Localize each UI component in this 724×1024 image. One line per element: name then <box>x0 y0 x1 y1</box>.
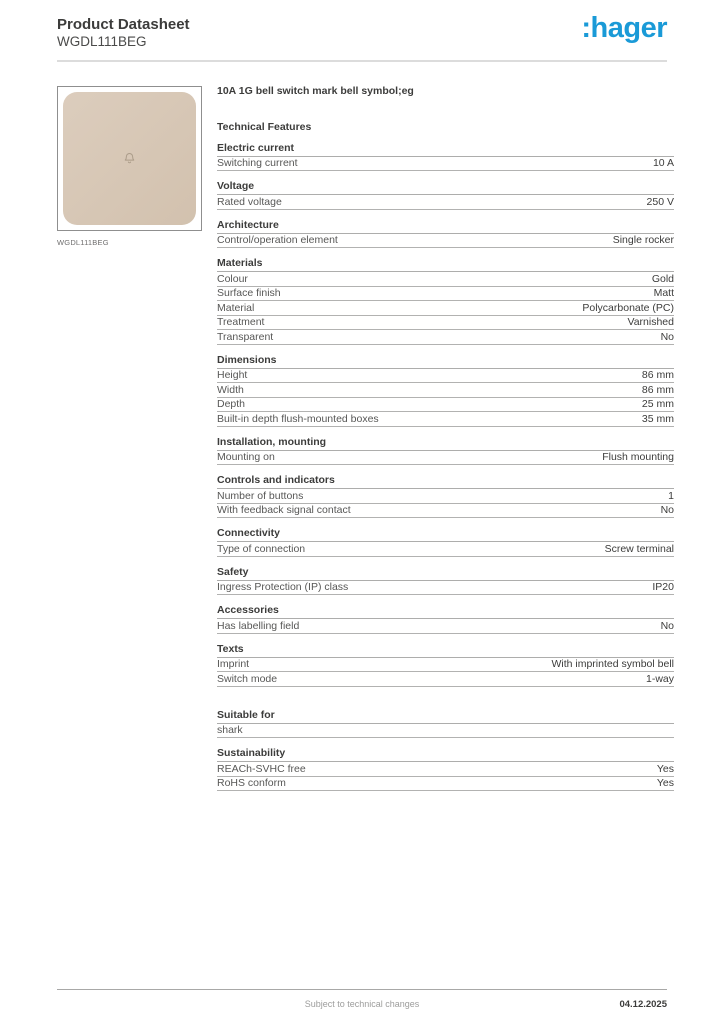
spec-value: 86 mm <box>641 369 674 382</box>
spec-value: No <box>660 330 674 343</box>
section-heading: Suitable for <box>217 709 674 724</box>
spec-label: Depth <box>217 398 246 411</box>
spec-row <box>217 504 674 519</box>
spec-label: Imprint <box>217 658 250 671</box>
spec-row <box>217 581 674 596</box>
spec-section <box>217 643 674 687</box>
spec-value: Screw terminal <box>604 542 674 555</box>
spec-row <box>217 195 674 210</box>
product-image-column <box>57 86 202 792</box>
spec-value: Single rocker <box>612 234 674 247</box>
spec-row <box>217 542 674 557</box>
spec-row <box>217 234 674 249</box>
spec-label: Transparent <box>217 330 274 343</box>
spec-row <box>217 724 674 739</box>
spec-label: Switching current <box>217 157 298 170</box>
section-heading: Sustainability <box>217 747 674 762</box>
section-heading: Connectivity <box>217 527 674 542</box>
spec-section <box>217 566 674 596</box>
header-divider <box>57 60 667 62</box>
footer-note: Subject to technical changes <box>304 999 420 1009</box>
spec-label: Treatment <box>217 316 265 329</box>
spec-column <box>217 86 674 792</box>
spec-row <box>217 369 674 384</box>
spec-label: Control/operation element <box>217 234 338 247</box>
spec-row <box>217 316 674 331</box>
spec-row <box>217 383 674 398</box>
section-heading: Texts <box>217 643 674 658</box>
spec-label: Type of connection <box>217 542 306 555</box>
section-heading: Accessories <box>217 604 674 619</box>
spec-section <box>217 604 674 634</box>
page-footer <box>57 989 667 1009</box>
spec-value: 10 A <box>652 157 674 170</box>
spec-sections <box>217 142 674 792</box>
spec-value: Gold <box>651 272 674 285</box>
spec-value: With imprinted symbol bell <box>551 658 674 671</box>
spec-value: No <box>660 504 674 517</box>
page-header <box>0 0 724 62</box>
product-image <box>57 86 202 231</box>
spec-row <box>217 272 674 287</box>
product-image-caption: WGDL111BEG <box>57 237 109 247</box>
spec-value: Varnished <box>627 316 674 329</box>
spec-section <box>217 257 674 345</box>
spec-section <box>217 354 674 427</box>
spec-label: With feedback signal contact <box>217 504 351 517</box>
page-title: Product Datasheet <box>57 16 190 33</box>
section-heading: Dimensions <box>217 354 674 369</box>
section-heading: Voltage <box>217 180 674 195</box>
spec-label: Ingress Protection (IP) class <box>217 581 349 594</box>
spec-label: Number of buttons <box>217 489 304 502</box>
spec-value: 1 <box>668 489 674 502</box>
section-heading: Architecture <box>217 219 674 234</box>
spec-value: 25 mm <box>641 398 674 411</box>
spec-row <box>217 301 674 316</box>
spec-label: shark <box>217 724 243 737</box>
content <box>57 86 674 792</box>
spec-row <box>217 762 674 777</box>
spec-section <box>217 142 674 172</box>
spec-row <box>217 412 674 427</box>
spec-label: REACh-SVHC free <box>217 762 306 775</box>
switch-face <box>63 92 196 225</box>
spec-row <box>217 330 674 345</box>
spec-label: Built-in depth flush-mounted boxes <box>217 412 379 425</box>
spec-label: Surface finish <box>217 287 281 300</box>
spec-section <box>217 180 674 210</box>
spec-label: Material <box>217 301 255 314</box>
spec-row <box>217 287 674 302</box>
spec-value: 35 mm <box>641 412 674 425</box>
section-heading: Materials <box>217 257 674 272</box>
spec-label: Height <box>217 369 248 382</box>
product-reference: WGDL111BEG <box>57 34 147 49</box>
spec-label: RoHS conform <box>217 777 286 790</box>
product-description: 10A 1G bell switch mark bell symbol;eg <box>217 84 414 97</box>
spec-label: Rated voltage <box>217 195 282 208</box>
spec-row <box>217 451 674 466</box>
section-heading: Electric current <box>217 142 674 157</box>
spec-row <box>217 672 674 687</box>
spec-value: IP20 <box>652 581 674 594</box>
spec-row <box>217 489 674 504</box>
section-heading: Controls and indicators <box>217 474 674 489</box>
spec-row <box>217 658 674 673</box>
section-heading: Installation, mounting <box>217 436 674 451</box>
spec-section <box>217 747 674 791</box>
spec-value: Yes <box>656 777 674 790</box>
spec-label: Switch mode <box>217 672 278 685</box>
bell-icon <box>122 151 137 166</box>
spec-row <box>217 157 674 172</box>
spec-row <box>217 777 674 792</box>
spec-value: No <box>660 619 674 632</box>
spec-row <box>217 398 674 413</box>
spec-label: Has labelling field <box>217 619 300 632</box>
spec-section <box>217 436 674 466</box>
spec-value: Yes <box>656 762 674 775</box>
spec-section <box>217 219 674 249</box>
section-heading: Safety <box>217 566 674 581</box>
spec-section <box>217 474 674 518</box>
spec-label: Width <box>217 383 244 396</box>
spec-label: Colour <box>217 272 248 285</box>
technical-features-heading: Technical Features <box>217 120 312 133</box>
hager-logo: :hager <box>581 12 667 44</box>
footer-date: 04.12.2025 <box>619 999 667 1010</box>
spec-row <box>217 619 674 634</box>
spec-value: Polycarbonate (PC) <box>582 301 674 314</box>
spec-label: Mounting on <box>217 451 275 464</box>
spec-value: Matt <box>653 287 674 300</box>
spec-value: 86 mm <box>641 383 674 396</box>
spec-value: Flush mounting <box>602 451 674 464</box>
spec-section <box>217 527 674 557</box>
spec-section <box>217 709 674 739</box>
spec-value: 250 V <box>646 195 674 208</box>
spec-value: 1-way <box>645 672 674 685</box>
